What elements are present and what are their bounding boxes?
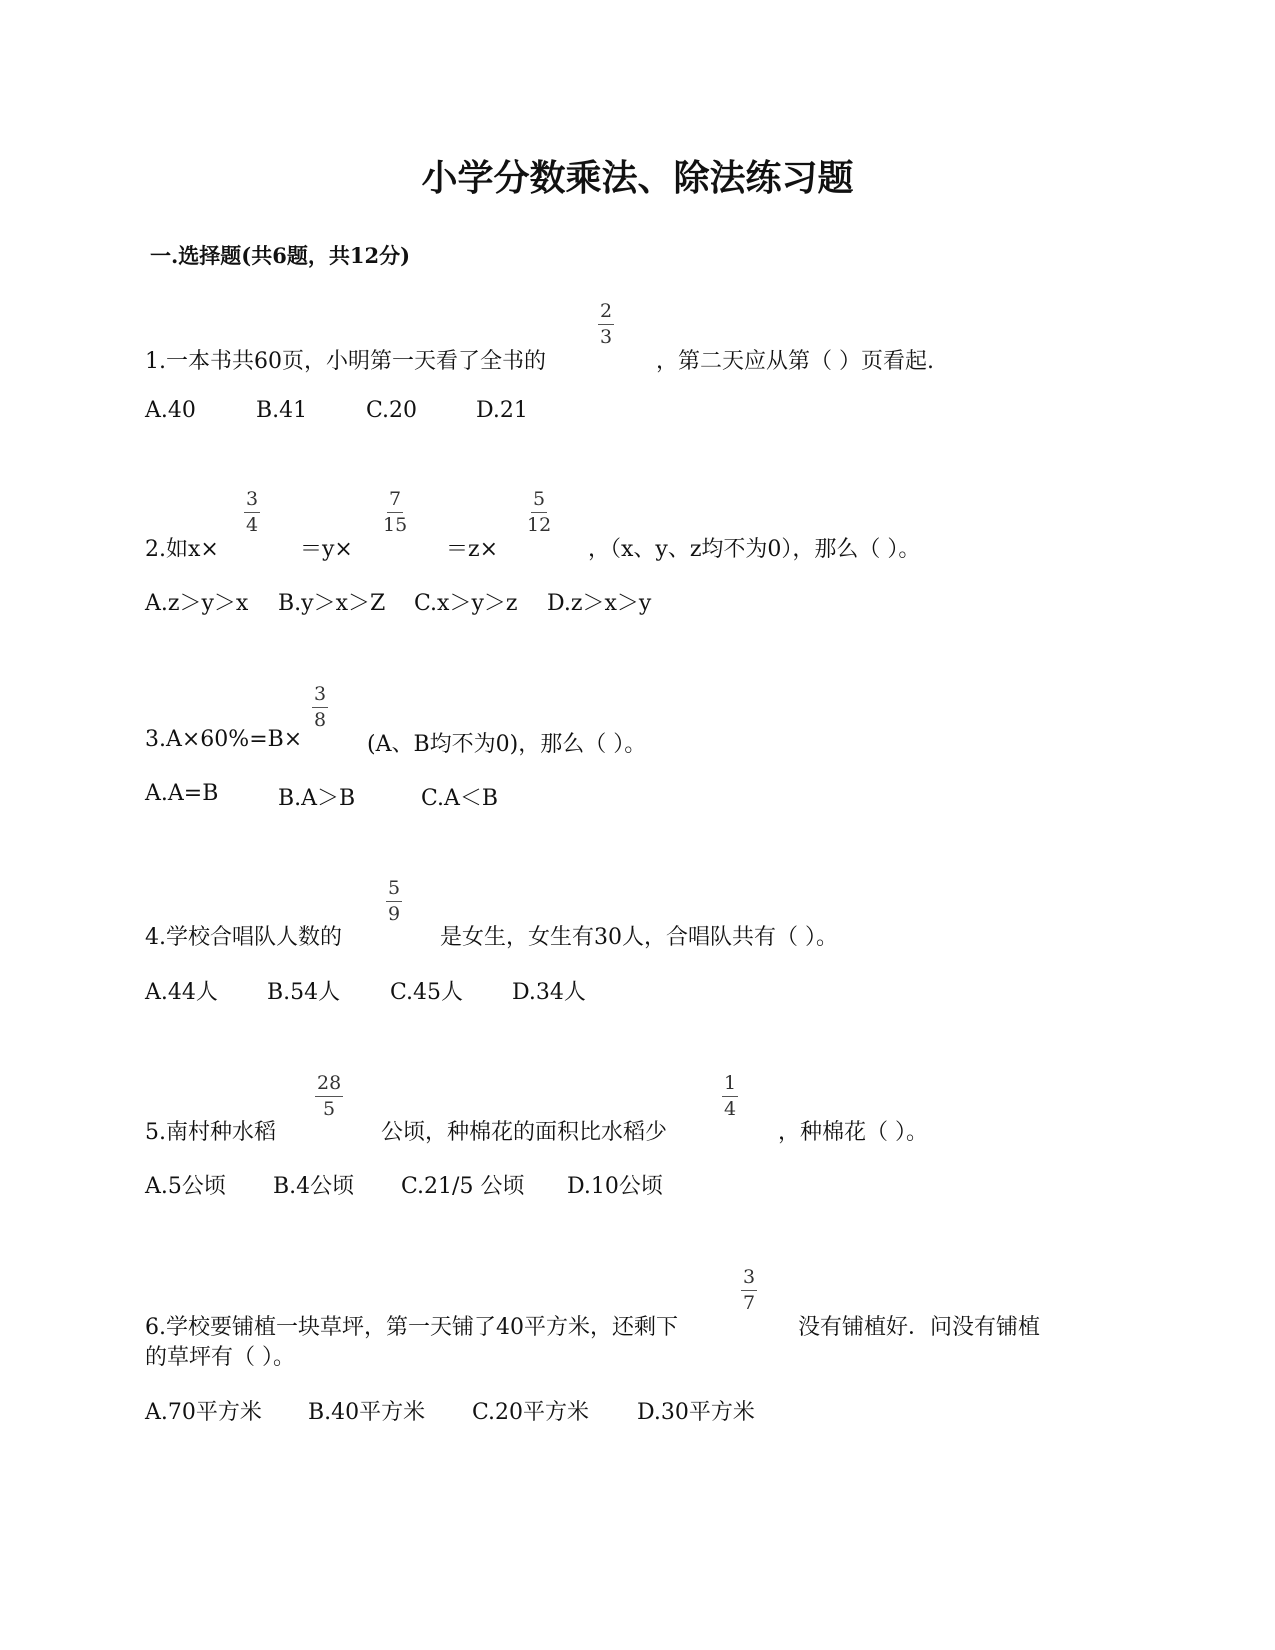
page-title: 小学分数乘法、除法练习题 xyxy=(421,157,854,199)
option-b: B.A＞B xyxy=(278,786,356,811)
fraction-numerator: 2 xyxy=(598,302,614,325)
question-text: 1.一本书共60页，小明第一天看了全书的 xyxy=(145,349,546,374)
fraction-numerator: 7 xyxy=(387,490,403,513)
fraction-denominator: 5 xyxy=(323,1098,336,1120)
fraction-numerator: 3 xyxy=(244,490,260,513)
question-text: 2.如x× xyxy=(145,537,219,562)
fraction-denominator: 7 xyxy=(743,1292,756,1314)
option-c: C.20 xyxy=(366,398,418,423)
fraction-denominator: 9 xyxy=(388,903,401,925)
fraction xyxy=(383,490,407,535)
fraction-denominator: 12 xyxy=(527,514,552,536)
fraction xyxy=(315,1074,343,1119)
question-text: ，（x、y、z均不为0），那么（ ）。 xyxy=(588,537,921,562)
option-b: B.y＞x＞Z xyxy=(278,591,386,616)
option-d: D.30平方米 xyxy=(637,1400,755,1425)
question-text: ，种棉花（ ）。 xyxy=(778,1120,928,1145)
option-d: D.z＞x＞y xyxy=(547,591,652,616)
fraction xyxy=(527,490,551,535)
fraction xyxy=(741,1268,757,1313)
option-c: C.x＞y＞z xyxy=(414,591,518,616)
option-c: C.20平方米 xyxy=(472,1400,590,1425)
section-heading: 一.选择题(共6题，共12分) xyxy=(150,243,411,268)
question-text: 6.学校要铺植一块草坪，第一天铺了40平方米，还剩下 xyxy=(145,1315,678,1340)
option-c: C.45人 xyxy=(390,980,464,1005)
fraction-numerator: 3 xyxy=(741,1268,757,1291)
fraction-denominator: 3 xyxy=(600,326,613,348)
question-text: 5.南村种水稻 xyxy=(145,1120,276,1145)
question-text: ＝z× xyxy=(446,537,499,562)
option-a: A.70平方米 xyxy=(145,1400,262,1425)
option-d: D.34人 xyxy=(512,980,586,1005)
fraction-numerator: 1 xyxy=(722,1074,738,1097)
question-text: 公顷，种棉花的面积比水稻少 xyxy=(381,1120,668,1145)
option-b: B.4公顷 xyxy=(273,1174,355,1199)
question-text: ＝y× xyxy=(300,537,353,562)
fraction-numerator: 3 xyxy=(312,685,328,708)
option-c: C.21/5 公顷 xyxy=(401,1174,525,1199)
fraction-denominator: 4 xyxy=(724,1098,737,1120)
fraction-denominator: 8 xyxy=(314,709,327,731)
option-a: A.z＞y＞x xyxy=(145,591,249,616)
option-b: B.40平方米 xyxy=(308,1400,426,1425)
question-text: 4.学校合唱队人数的 xyxy=(145,925,342,950)
fraction-numerator: 5 xyxy=(531,490,547,513)
option-b: B.54人 xyxy=(267,980,341,1005)
option-a: A.44人 xyxy=(145,980,218,1005)
option-d: D.21 xyxy=(476,398,528,423)
fraction-denominator: 4 xyxy=(246,514,259,536)
option-a: A.5公顷 xyxy=(145,1174,226,1199)
fraction xyxy=(722,1074,738,1119)
question-text: 的草坪有（ ）。 xyxy=(145,1345,295,1370)
question-text: ，第二天应从第（ ）页看起. xyxy=(656,349,934,374)
fraction-numerator: 5 xyxy=(386,879,402,902)
option-b: B.41 xyxy=(256,398,308,423)
question-text: 没有铺植好．问没有铺植 xyxy=(798,1315,1041,1340)
option-a: A.40 xyxy=(145,398,196,423)
fraction xyxy=(598,302,614,347)
question-text: 3.A×60%=B× xyxy=(145,727,303,752)
fraction-denominator: 15 xyxy=(383,514,408,536)
fraction xyxy=(312,685,328,730)
question-text: 是女生，女生有30人，合唱队共有（ ）。 xyxy=(440,925,838,950)
option-a: A.A=B xyxy=(145,781,219,806)
option-d: D.10公顷 xyxy=(567,1174,663,1199)
fraction xyxy=(244,490,260,535)
option-c: C.A＜B xyxy=(421,786,499,811)
fraction-numerator: 28 xyxy=(315,1074,343,1097)
fraction xyxy=(386,879,402,924)
question-text: (A、B均不为0)，那么（ ）。 xyxy=(367,732,647,757)
